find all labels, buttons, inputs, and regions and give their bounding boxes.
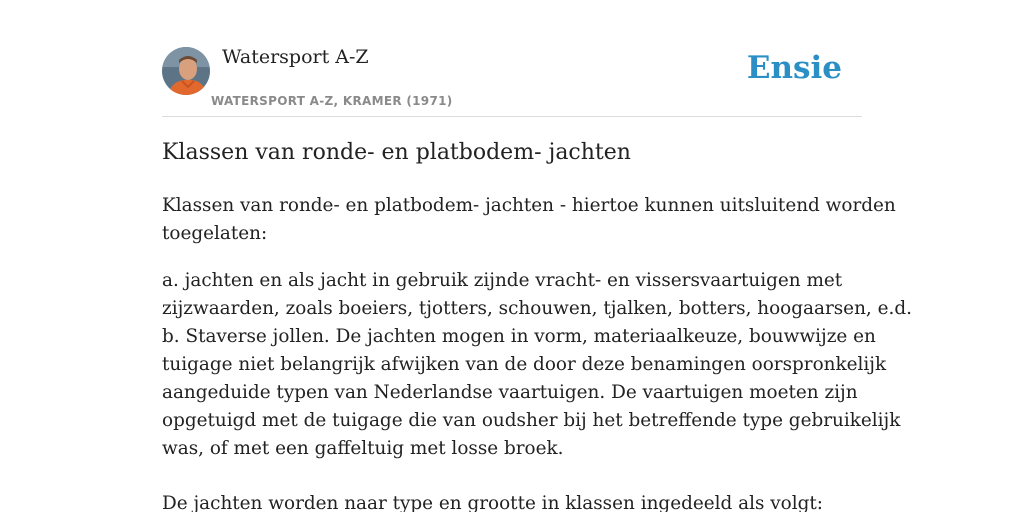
paragraph-line: b. Staverse jollen. De jachten mogen in vorm, materiaalkeuze, bouwwijze en <box>162 326 876 347</box>
source-header <box>162 0 862 117</box>
paragraph-line: a. jachten en als jacht in gebruik zijnde vracht- en vissersvaartuigen met <box>162 270 843 291</box>
paragraph-line: opgetuigd met de tuigage die van oudsher bij het betreffende type gebruikelijk <box>162 410 901 431</box>
article-paragraph-2 <box>162 267 912 463</box>
paragraph-line: zijzwaarden, zoals boeiers, tjotters, schouwen, tjalken, botters, hoogaarsen, e.d. <box>162 298 912 319</box>
paragraph-line: aangeduide typen van Nederlandse vaartuigen. De vaartuigen moeten zijn <box>162 382 858 403</box>
brand-logo[interactable]: Ensie <box>746 50 842 86</box>
paragraph-line: Klassen van ronde- en platbodem- jachten - hiertoe kunnen uitsluitend worden <box>162 195 896 216</box>
source-name[interactable]: Watersport A-Z <box>222 46 369 68</box>
page-container <box>162 0 912 512</box>
source-meta: WATERSPORT A-Z, KRAMER (1971) <box>211 94 453 108</box>
article-title: Klassen van ronde- en platbodem- jachten <box>162 140 631 165</box>
paragraph-line: toegelaten: <box>162 223 268 244</box>
article-paragraph-3 <box>162 490 862 512</box>
person-avatar-photo-icon <box>162 47 210 95</box>
paragraph-line: De jachten worden naar type en grootte in klassen ingedeeld als volgt: <box>162 493 823 512</box>
article-paragraph-1 <box>162 192 896 248</box>
paragraph-line: tuigage niet belangrijk afwijken van de door deze benamingen oorspronkelijk <box>162 354 887 375</box>
paragraph-line: was, of met een gaffeltuig met losse broek. <box>162 438 564 459</box>
source-avatar[interactable] <box>162 47 210 95</box>
